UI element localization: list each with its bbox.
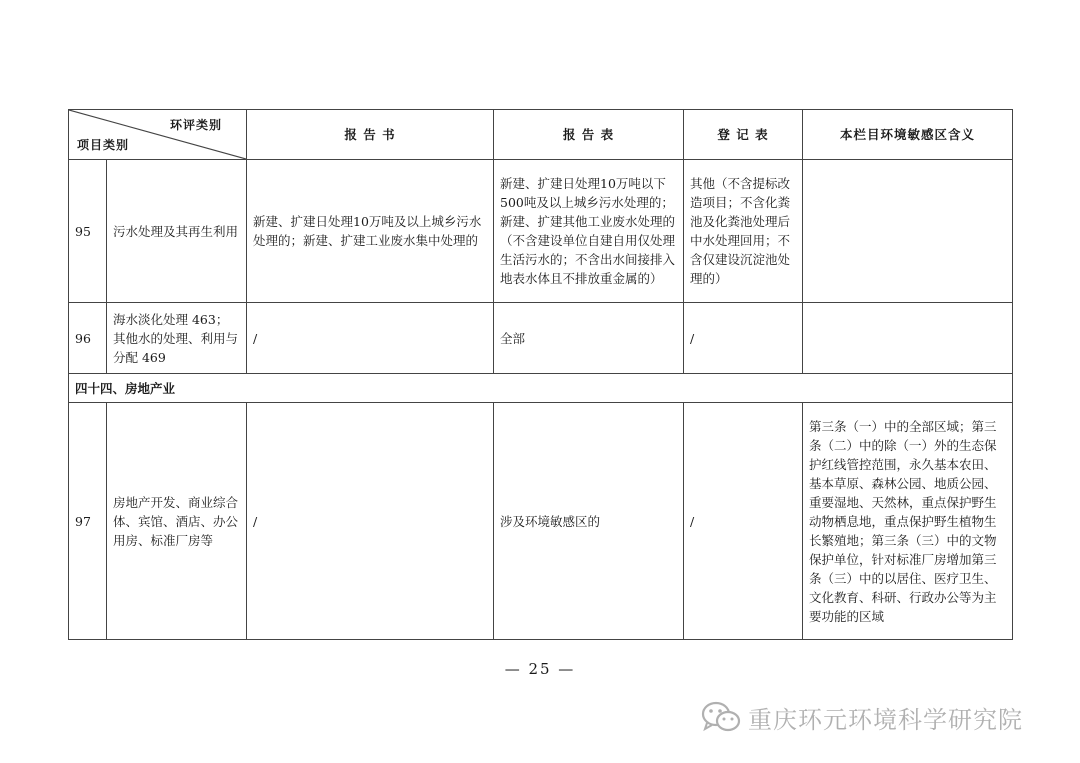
row-number: 96 [69, 303, 107, 374]
table-row [69, 303, 1013, 374]
row-sensitive [803, 303, 1013, 374]
header-report-book: 报 告 书 [247, 110, 494, 160]
section-title: 四十四、房地产业 [69, 374, 1013, 403]
header-sensitive-area: 本栏目环境敏感区含义 [803, 110, 1013, 160]
row-table: 全部 [494, 303, 684, 374]
table-row [69, 403, 1013, 640]
row-category: 海水淡化处理 463；其他水的处理、利用与分配 469 [107, 303, 247, 374]
header-report-table: 报 告 表 [494, 110, 684, 160]
page-number: — 25 — [504, 660, 576, 678]
wechat-icon [700, 700, 742, 734]
row-report: 新建、扩建日处理10万吨及以上城乡污水处理的；新建、扩建工业废水集中处理的 [247, 160, 494, 303]
diagonal-header-cell [69, 110, 247, 160]
row-sensitive [803, 160, 1013, 303]
table-row [69, 160, 1013, 303]
watermark-text: 重庆环元环境科学研究院 [748, 705, 1023, 734]
row-register: / [684, 303, 803, 374]
row-report: / [247, 303, 494, 374]
row-table: 新建、扩建日处理10万吨以下500吨及以上城乡污水处理的；新建、扩建其他工业废水处理的（不含建设单位自建自用仅处理生活污水的；不含出水间接排入地表水体且不排放重金属的） [494, 160, 684, 303]
classification-table [68, 109, 1013, 640]
header-project-category: 项目类别 [77, 138, 130, 152]
row-register: 其他（不含提标改造项目；不含化粪池及化粪池处理后中水处理回用；不含仅建设沉淀池处理的） [684, 160, 803, 303]
header-eia-category: 环评类别 [169, 118, 222, 132]
row-register: / [684, 403, 803, 640]
row-report: / [247, 403, 494, 640]
row-number: 97 [69, 403, 107, 640]
row-sensitive: 第三条（一）中的全部区域；第三条（二）中的除（一）外的生态保护红线管控范围，永久基本农田、基本草原、森林公园、地质公园、重要湿地、天然林，重点保护野生动物栖息地，重点保护野生植物生长繁殖地；第三条（三）中的文物保护单位，针对标准厂房增加第三条（三）中的以居住、医疗卫生、文化教育、科研、行政办公等为主要功能的区域 [803, 403, 1013, 640]
section-row [69, 374, 1013, 403]
row-table: 涉及环境敏感区的 [494, 403, 684, 640]
watermark [700, 697, 1023, 737]
row-category: 污水处理及其再生利用 [107, 160, 247, 303]
row-category: 房地产开发、商业综合体、宾馆、酒店、办公用房、标准厂房等 [107, 403, 247, 640]
header-register-table: 登 记 表 [684, 110, 803, 160]
row-number: 95 [69, 160, 107, 303]
table-header-row [69, 110, 1013, 160]
